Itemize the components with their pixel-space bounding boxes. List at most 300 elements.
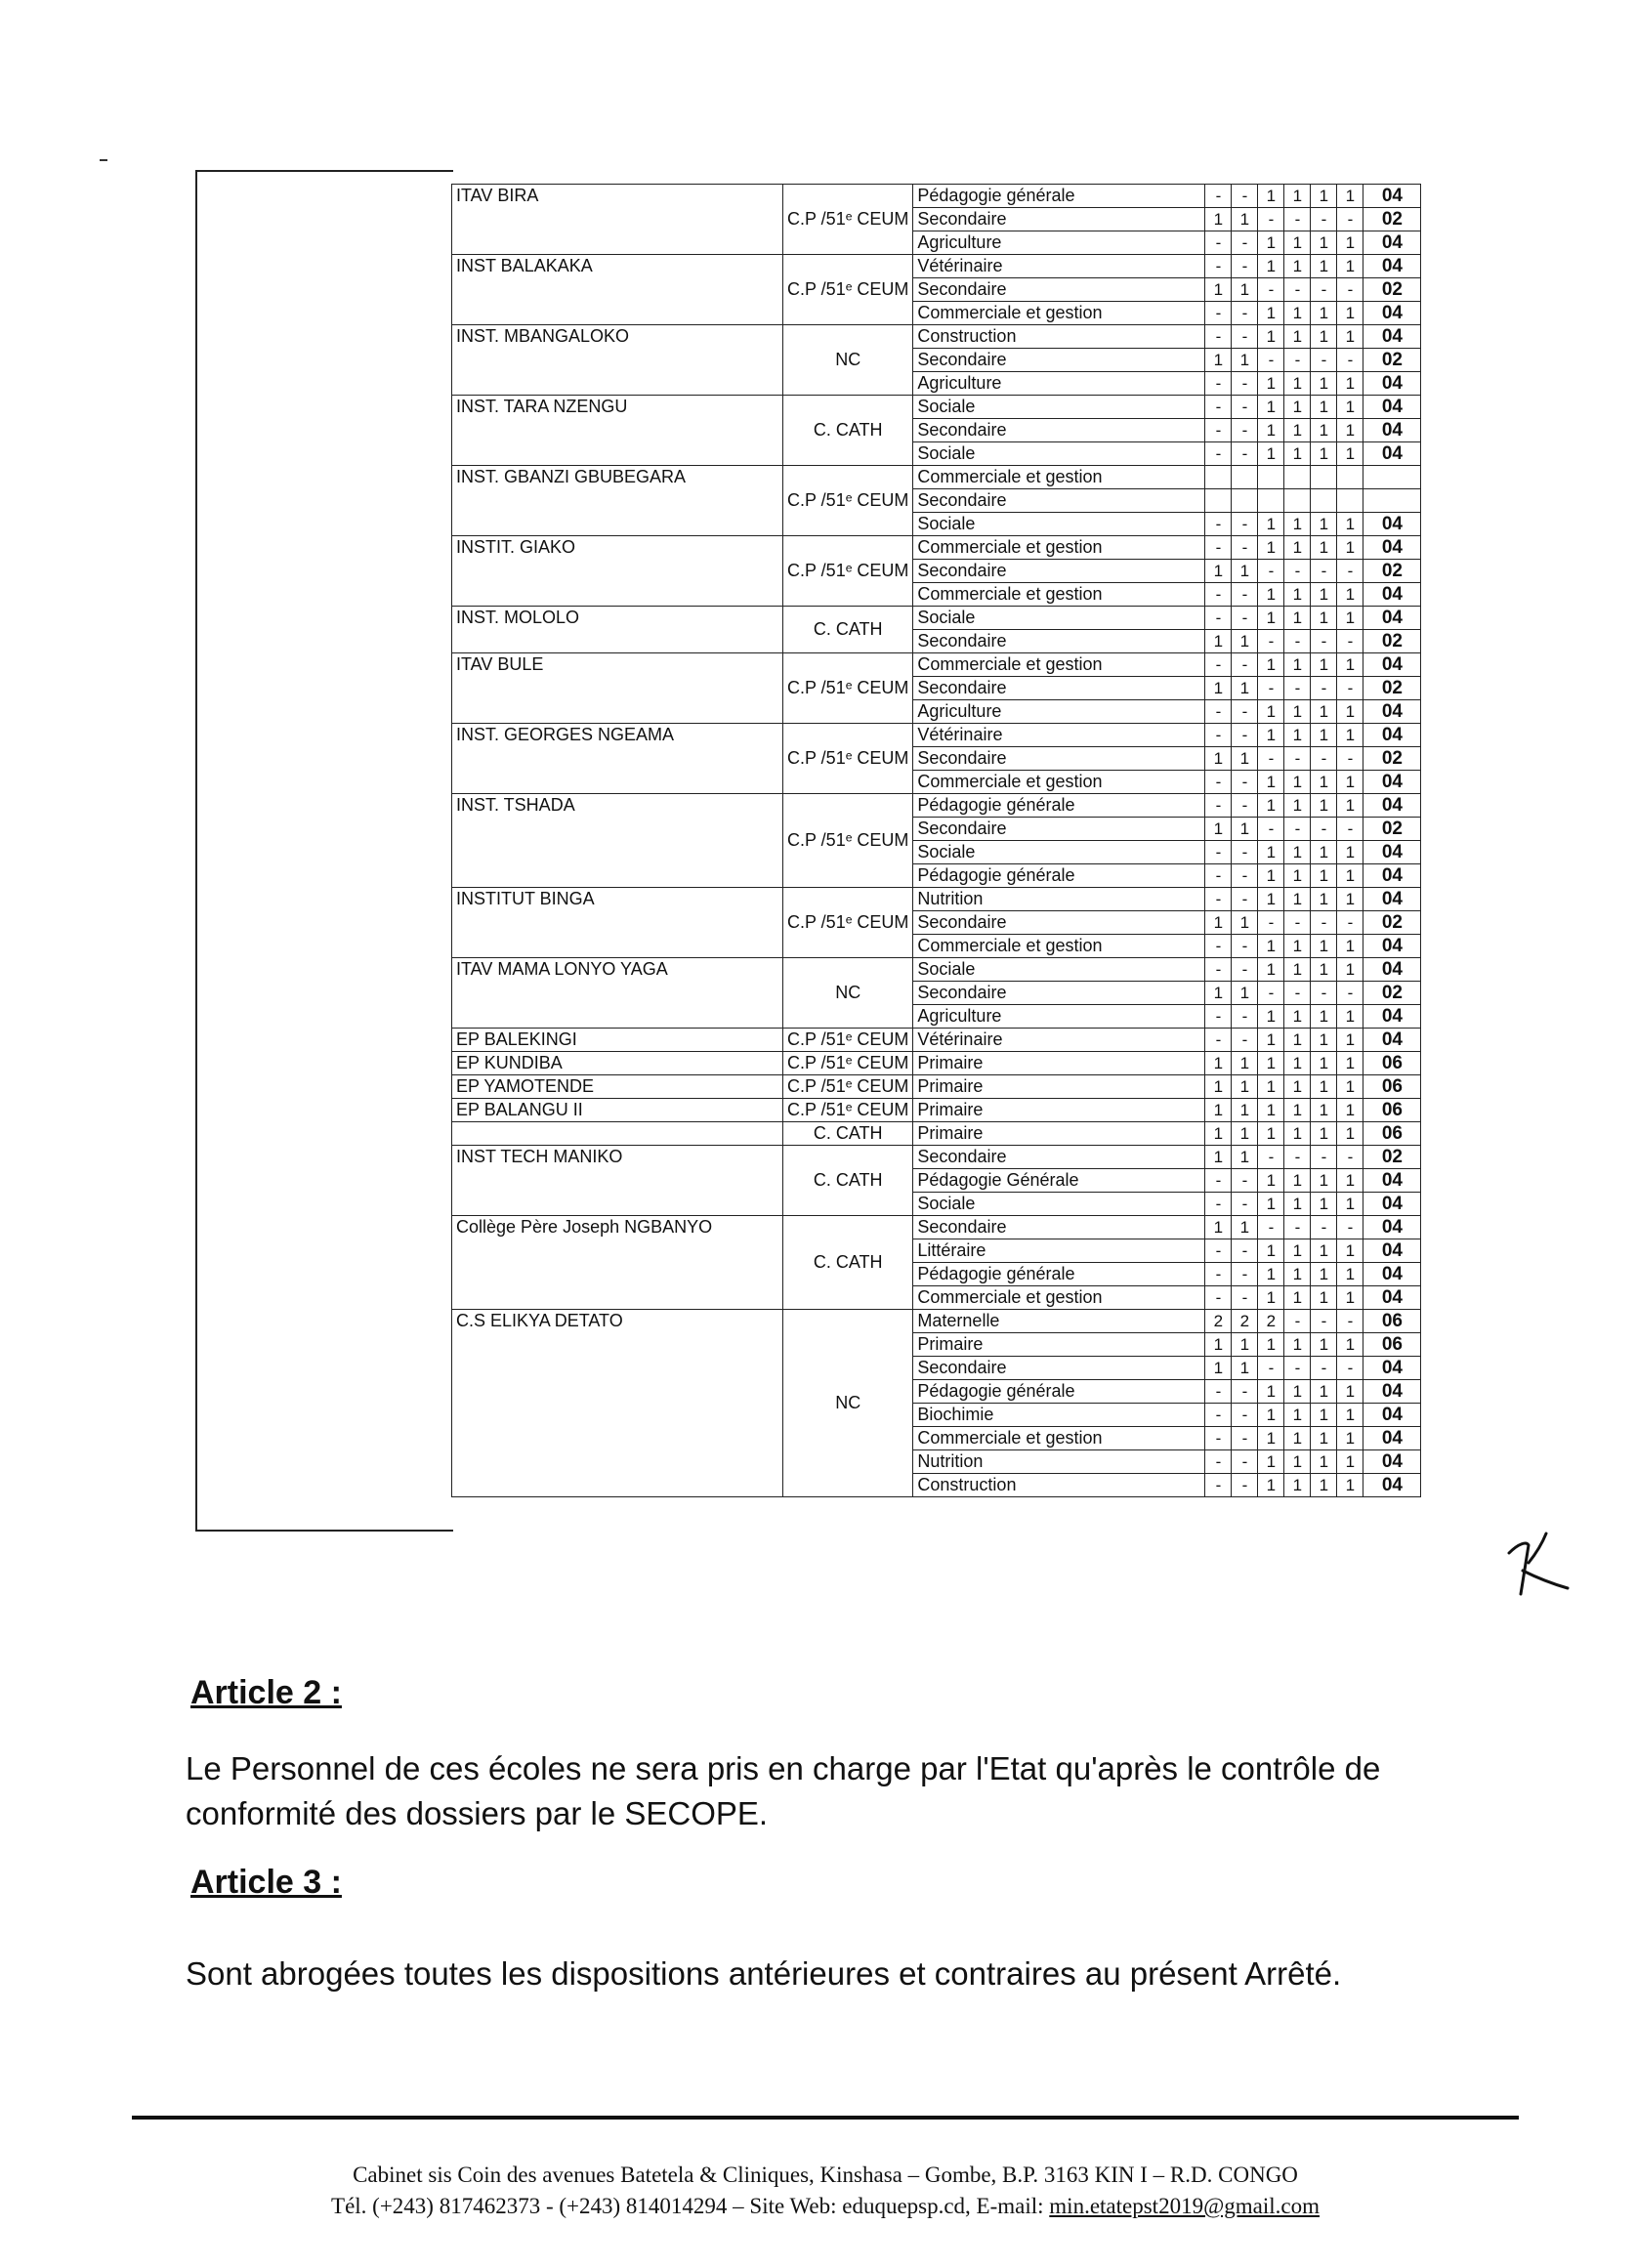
class-count-cell: - xyxy=(1205,1169,1232,1193)
class-count-cell: 1 xyxy=(1205,747,1232,771)
class-count-cell: 1 xyxy=(1258,185,1284,208)
class-count-cell: 1 xyxy=(1337,1052,1363,1075)
class-count-cell: - xyxy=(1258,1146,1284,1169)
class-count-cell: 1 xyxy=(1205,349,1232,372)
class-count-cell: - xyxy=(1284,560,1311,583)
class-count-cell: 1 xyxy=(1258,536,1284,560)
class-count-cell: 1 xyxy=(1311,1450,1337,1474)
class-count-cell: - xyxy=(1232,1404,1258,1427)
total-cell: 02 xyxy=(1363,677,1421,700)
class-count-cell: - xyxy=(1205,958,1232,982)
class-count-cell: - xyxy=(1205,700,1232,724)
option-name: Primaire xyxy=(913,1052,1205,1075)
total-cell: 02 xyxy=(1363,630,1421,653)
class-count-cell: 1 xyxy=(1337,1005,1363,1029)
school-name: EP BALANGU II xyxy=(452,1099,783,1122)
table-row xyxy=(452,1216,1421,1239)
class-count-cell: 1 xyxy=(1232,208,1258,231)
total-cell: 04 xyxy=(1363,1474,1421,1497)
class-count-cell: 1 xyxy=(1311,700,1337,724)
total-cell: 04 xyxy=(1363,864,1421,888)
class-count-cell: 1 xyxy=(1258,700,1284,724)
class-count-cell: 1 xyxy=(1311,1474,1337,1497)
class-count-cell: 1 xyxy=(1337,864,1363,888)
option-name: Sociale xyxy=(913,841,1205,864)
class-count-cell: 1 xyxy=(1337,1239,1363,1263)
class-count-cell: - xyxy=(1205,771,1232,794)
class-count-cell: - xyxy=(1205,1427,1232,1450)
class-count-cell: 1 xyxy=(1311,958,1337,982)
class-count-cell: - xyxy=(1337,982,1363,1005)
class-count-cell: 1 xyxy=(1311,1286,1337,1310)
class-count-cell: 1 xyxy=(1311,1404,1337,1427)
class-count-cell: 1 xyxy=(1284,724,1311,747)
total-cell: 02 xyxy=(1363,349,1421,372)
option-name: Commerciale et gestion xyxy=(913,771,1205,794)
class-count-cell: 1 xyxy=(1284,1193,1311,1216)
class-count-cell: - xyxy=(1284,1216,1311,1239)
table-row xyxy=(452,466,1421,489)
total-cell: 04 xyxy=(1363,583,1421,607)
total-cell: 04 xyxy=(1363,1357,1421,1380)
class-count-cell: - xyxy=(1258,1357,1284,1380)
class-count-cell: - xyxy=(1284,1357,1311,1380)
class-count-cell: 1 xyxy=(1205,278,1232,302)
class-count-cell: - xyxy=(1205,724,1232,747)
class-count-cell: 1 xyxy=(1258,653,1284,677)
total-cell: 02 xyxy=(1363,747,1421,771)
class-count-cell: - xyxy=(1205,1286,1232,1310)
class-count-cell: 1 xyxy=(1232,1099,1258,1122)
class-count-cell: 1 xyxy=(1205,982,1232,1005)
total-cell: 04 xyxy=(1363,1450,1421,1474)
total-cell: 04 xyxy=(1363,1286,1421,1310)
article-3-text: Sont abrogées toutes les dispositions antérieures et contraires au présent Arrêté. xyxy=(186,1955,1342,1992)
class-count-cell: 1 xyxy=(1284,1029,1311,1052)
option-name: Pédagogie générale xyxy=(913,185,1205,208)
table-row xyxy=(452,888,1421,911)
class-count-cell: - xyxy=(1311,677,1337,700)
class-count-cell: - xyxy=(1232,771,1258,794)
class-count-cell: - xyxy=(1232,1286,1258,1310)
total-cell: 06 xyxy=(1363,1310,1421,1333)
class-count-cell: 1 xyxy=(1284,1450,1311,1474)
class-count-cell: - xyxy=(1205,513,1232,536)
school-status: C.P /51ᵉ CEUM xyxy=(783,255,913,325)
class-count-cell: 1 xyxy=(1284,1474,1311,1497)
class-count-cell: 1 xyxy=(1337,935,1363,958)
class-count-cell: - xyxy=(1232,1005,1258,1029)
class-count-cell: 1 xyxy=(1258,1029,1284,1052)
class-count-cell: 1 xyxy=(1284,958,1311,982)
class-count-cell: - xyxy=(1284,278,1311,302)
class-count-cell: 1 xyxy=(1337,1333,1363,1357)
class-count-cell: - xyxy=(1258,630,1284,653)
class-count-cell: 1 xyxy=(1337,1193,1363,1216)
total-cell: 04 xyxy=(1363,841,1421,864)
scan-mark xyxy=(100,159,107,161)
class-count-cell: 1 xyxy=(1311,231,1337,255)
class-count-cell: 1 xyxy=(1337,700,1363,724)
class-count-cell: - xyxy=(1258,208,1284,231)
class-count-cell: - xyxy=(1232,1193,1258,1216)
class-count-cell: - xyxy=(1337,1216,1363,1239)
class-count-cell: 1 xyxy=(1284,771,1311,794)
option-name: Sociale xyxy=(913,1193,1205,1216)
school-name: EP BALEKINGI xyxy=(452,1029,783,1052)
option-name: Primaire xyxy=(913,1075,1205,1099)
school-status: C.P /51ᵉ CEUM xyxy=(783,1029,913,1052)
class-count-cell: 1 xyxy=(1284,1075,1311,1099)
class-count-cell: 1 xyxy=(1311,513,1337,536)
class-count-cell xyxy=(1232,489,1258,513)
class-count-cell: 1 xyxy=(1258,325,1284,349)
class-count-cell: 1 xyxy=(1337,1075,1363,1099)
class-count-cell: 1 xyxy=(1232,560,1258,583)
class-count-cell: 1 xyxy=(1311,1333,1337,1357)
class-count-cell: - xyxy=(1337,1146,1363,1169)
class-count-cell: - xyxy=(1232,231,1258,255)
class-count-cell: 1 xyxy=(1232,747,1258,771)
class-count-cell: 1 xyxy=(1258,583,1284,607)
class-count-cell: 1 xyxy=(1337,325,1363,349)
class-count-cell: 1 xyxy=(1284,888,1311,911)
table-row xyxy=(452,1310,1421,1333)
class-count-cell: - xyxy=(1284,818,1311,841)
class-count-cell: - xyxy=(1205,396,1232,419)
class-count-cell: - xyxy=(1232,536,1258,560)
class-count-cell: 1 xyxy=(1258,864,1284,888)
school-status: NC xyxy=(783,325,913,396)
class-count-cell: - xyxy=(1232,583,1258,607)
class-count-cell: 1 xyxy=(1337,1404,1363,1427)
class-count-cell: 1 xyxy=(1284,185,1311,208)
class-count-cell: - xyxy=(1284,747,1311,771)
class-count-cell: - xyxy=(1205,607,1232,630)
class-count-cell: 1 xyxy=(1311,419,1337,442)
class-count-cell: - xyxy=(1284,1146,1311,1169)
class-count-cell: - xyxy=(1205,372,1232,396)
option-name: Secondaire xyxy=(913,208,1205,231)
option-name: Secondaire xyxy=(913,278,1205,302)
total-cell: 04 xyxy=(1363,536,1421,560)
total-cell xyxy=(1363,466,1421,489)
total-cell xyxy=(1363,489,1421,513)
class-count-cell: - xyxy=(1337,630,1363,653)
footer-email-link[interactable]: min.etatepst2019@gmail.com xyxy=(1049,2194,1320,2218)
option-name: Pédagogie générale xyxy=(913,1380,1205,1404)
option-name: Vétérinaire xyxy=(913,1029,1205,1052)
class-count-cell: 2 xyxy=(1205,1310,1232,1333)
class-count-cell: - xyxy=(1205,841,1232,864)
class-count-cell: 1 xyxy=(1337,1263,1363,1286)
school-name: EP YAMOTENDE xyxy=(452,1075,783,1099)
class-count-cell: 1 xyxy=(1337,1029,1363,1052)
class-count-cell: 1 xyxy=(1337,1122,1363,1146)
school-name: ITAV BIRA xyxy=(452,185,783,255)
total-cell: 06 xyxy=(1363,1052,1421,1075)
class-count-cell: - xyxy=(1232,185,1258,208)
option-name: Commerciale et gestion xyxy=(913,653,1205,677)
option-name: Nutrition xyxy=(913,888,1205,911)
total-cell: 02 xyxy=(1363,278,1421,302)
option-name: Primaire xyxy=(913,1333,1205,1357)
class-count-cell: - xyxy=(1232,1239,1258,1263)
class-count-cell: 1 xyxy=(1337,396,1363,419)
total-cell: 04 xyxy=(1363,607,1421,630)
option-name: Commerciale et gestion xyxy=(913,583,1205,607)
school-status: C. CATH xyxy=(783,1216,913,1310)
total-cell: 04 xyxy=(1363,1427,1421,1450)
class-count-cell: 1 xyxy=(1337,583,1363,607)
class-count-cell: - xyxy=(1205,1029,1232,1052)
class-count-cell: - xyxy=(1232,396,1258,419)
school-status: C.P /51ᵉ CEUM xyxy=(783,1052,913,1075)
option-name: Secondaire xyxy=(913,630,1205,653)
class-count-cell: - xyxy=(1337,1310,1363,1333)
class-count-cell: 1 xyxy=(1258,302,1284,325)
total-cell: 02 xyxy=(1363,1146,1421,1169)
class-count-cell: - xyxy=(1337,560,1363,583)
class-count-cell: - xyxy=(1284,677,1311,700)
option-name: Pédagogie générale xyxy=(913,794,1205,818)
option-name: Commerciale et gestion xyxy=(913,1427,1205,1450)
option-name: Sociale xyxy=(913,513,1205,536)
class-count-cell: 1 xyxy=(1205,1357,1232,1380)
class-count-cell: 1 xyxy=(1284,1333,1311,1357)
total-cell: 06 xyxy=(1363,1099,1421,1122)
class-count-cell: 1 xyxy=(1284,1263,1311,1286)
class-count-cell: 1 xyxy=(1258,396,1284,419)
class-count-cell: 1 xyxy=(1284,1099,1311,1122)
school-name: INST. TARA NZENGU xyxy=(452,396,783,466)
class-count-cell: 1 xyxy=(1337,185,1363,208)
class-count-cell: - xyxy=(1205,1450,1232,1474)
class-count-cell: - xyxy=(1258,349,1284,372)
total-cell: 04 xyxy=(1363,1193,1421,1216)
class-count-cell: 1 xyxy=(1258,888,1284,911)
class-count-cell: 1 xyxy=(1232,630,1258,653)
class-count-cell: 1 xyxy=(1258,1474,1284,1497)
table-row xyxy=(452,653,1421,677)
class-count-cell: 1 xyxy=(1258,724,1284,747)
class-count-cell: 1 xyxy=(1284,255,1311,278)
class-count-cell: - xyxy=(1205,1380,1232,1404)
class-count-cell: 1 xyxy=(1311,1193,1337,1216)
class-count-cell: - xyxy=(1232,255,1258,278)
option-name: Secondaire xyxy=(913,1357,1205,1380)
class-count-cell: 1 xyxy=(1337,536,1363,560)
class-count-cell: - xyxy=(1205,794,1232,818)
class-count-cell: 1 xyxy=(1258,513,1284,536)
class-count-cell: - xyxy=(1284,911,1311,935)
class-count-cell: - xyxy=(1205,583,1232,607)
option-name: Construction xyxy=(913,325,1205,349)
class-count-cell: 1 xyxy=(1284,583,1311,607)
table-row xyxy=(452,1075,1421,1099)
total-cell: 02 xyxy=(1363,982,1421,1005)
class-count-cell: - xyxy=(1258,818,1284,841)
class-count-cell: - xyxy=(1284,208,1311,231)
class-count-cell: - xyxy=(1232,935,1258,958)
class-count-cell: 1 xyxy=(1205,560,1232,583)
option-name: Biochimie xyxy=(913,1404,1205,1427)
class-count-cell: 1 xyxy=(1311,1263,1337,1286)
class-count-cell: 1 xyxy=(1311,1427,1337,1450)
class-count-cell: 1 xyxy=(1232,677,1258,700)
option-name: Maternelle xyxy=(913,1310,1205,1333)
class-count-cell: - xyxy=(1284,630,1311,653)
class-count-cell xyxy=(1311,466,1337,489)
class-count-cell: - xyxy=(1311,1357,1337,1380)
class-count-cell xyxy=(1337,489,1363,513)
table-row xyxy=(452,958,1421,982)
class-count-cell: 1 xyxy=(1311,724,1337,747)
footer-contact xyxy=(132,2194,1519,2219)
class-count-cell: 1 xyxy=(1205,630,1232,653)
class-count-cell: 1 xyxy=(1258,794,1284,818)
class-count-cell: 1 xyxy=(1258,1193,1284,1216)
class-count-cell: - xyxy=(1337,349,1363,372)
class-count-cell: - xyxy=(1205,935,1232,958)
class-count-cell: 1 xyxy=(1311,1169,1337,1193)
table-row xyxy=(452,794,1421,818)
class-count-cell: 1 xyxy=(1284,1239,1311,1263)
total-cell: 06 xyxy=(1363,1122,1421,1146)
class-count-cell: - xyxy=(1337,1357,1363,1380)
class-count-cell: 1 xyxy=(1337,1474,1363,1497)
school-name: EP KUNDIBA xyxy=(452,1052,783,1075)
class-count-cell: 1 xyxy=(1284,325,1311,349)
class-count-cell: - xyxy=(1337,208,1363,231)
class-count-cell: 1 xyxy=(1311,771,1337,794)
table-row xyxy=(452,1122,1421,1146)
class-count-cell: 1 xyxy=(1258,231,1284,255)
table-row xyxy=(452,255,1421,278)
class-count-cell: 1 xyxy=(1284,841,1311,864)
class-count-cell: 1 xyxy=(1258,1052,1284,1075)
class-count-cell: - xyxy=(1205,1005,1232,1029)
option-name: Pédagogie Générale xyxy=(913,1169,1205,1193)
class-count-cell: - xyxy=(1311,1146,1337,1169)
class-count-cell: - xyxy=(1311,1310,1337,1333)
class-count-cell: 1 xyxy=(1311,1005,1337,1029)
class-count-cell: - xyxy=(1232,888,1258,911)
article-2-text: Le Personnel de ces écoles ne sera pris en charge par l'Etat qu'après le contrôle de conformité des dossiers par le SECOPE. xyxy=(186,1750,1381,1831)
class-count-cell: 1 xyxy=(1258,255,1284,278)
class-count-cell: - xyxy=(1232,1450,1258,1474)
table-row xyxy=(452,1029,1421,1052)
option-name: Commerciale et gestion xyxy=(913,935,1205,958)
class-count-cell: 1 xyxy=(1337,771,1363,794)
class-count-cell: 1 xyxy=(1258,1099,1284,1122)
class-count-cell: 1 xyxy=(1311,255,1337,278)
class-count-cell: 2 xyxy=(1258,1310,1284,1333)
class-count-cell: 1 xyxy=(1311,1380,1337,1404)
total-cell: 04 xyxy=(1363,1216,1421,1239)
class-count-cell: 1 xyxy=(1205,1146,1232,1169)
class-count-cell: - xyxy=(1205,536,1232,560)
class-count-cell: - xyxy=(1232,419,1258,442)
class-count-cell: - xyxy=(1311,278,1337,302)
class-count-cell: - xyxy=(1258,677,1284,700)
class-count-cell: - xyxy=(1205,255,1232,278)
class-count-cell: - xyxy=(1284,1310,1311,1333)
total-cell: 04 xyxy=(1363,325,1421,349)
class-count-cell: 1 xyxy=(1258,372,1284,396)
class-count-cell: 1 xyxy=(1311,1122,1337,1146)
class-count-cell: - xyxy=(1232,1029,1258,1052)
class-count-cell: 1 xyxy=(1258,1450,1284,1474)
class-count-cell: 1 xyxy=(1232,911,1258,935)
class-count-cell: - xyxy=(1232,794,1258,818)
class-count-cell: - xyxy=(1232,1169,1258,1193)
class-count-cell: 1 xyxy=(1311,653,1337,677)
class-count-cell: - xyxy=(1337,747,1363,771)
table-row xyxy=(452,325,1421,349)
class-count-cell: 1 xyxy=(1311,1029,1337,1052)
class-count-cell: 1 xyxy=(1284,1169,1311,1193)
class-count-cell: 1 xyxy=(1284,1122,1311,1146)
class-count-cell: - xyxy=(1337,278,1363,302)
class-count-cell: 1 xyxy=(1337,1099,1363,1122)
class-count-cell: - xyxy=(1205,888,1232,911)
class-count-cell xyxy=(1258,466,1284,489)
class-count-cell: 1 xyxy=(1205,677,1232,700)
class-count-cell: - xyxy=(1205,185,1232,208)
school-name: C.S ELIKYA DETATO xyxy=(452,1310,783,1497)
class-count-cell: 1 xyxy=(1311,583,1337,607)
total-cell: 04 xyxy=(1363,396,1421,419)
class-count-cell: 1 xyxy=(1284,419,1311,442)
school-status: C.P /51ᵉ CEUM xyxy=(783,888,913,958)
class-count-cell: - xyxy=(1232,325,1258,349)
class-count-cell: - xyxy=(1311,208,1337,231)
class-count-cell: 1 xyxy=(1258,958,1284,982)
option-name: Sociale xyxy=(913,607,1205,630)
class-count-cell: - xyxy=(1284,982,1311,1005)
class-count-cell: 1 xyxy=(1205,208,1232,231)
class-count-cell: 1 xyxy=(1311,607,1337,630)
class-count-cell: - xyxy=(1337,677,1363,700)
total-cell: 04 xyxy=(1363,888,1421,911)
total-cell: 04 xyxy=(1363,724,1421,747)
class-count-cell: - xyxy=(1232,1263,1258,1286)
total-cell: 04 xyxy=(1363,1263,1421,1286)
class-count-cell xyxy=(1337,466,1363,489)
school-name: Collège Père Joseph NGBANYO xyxy=(452,1216,783,1310)
school-status: C.P /51ᵉ CEUM xyxy=(783,1075,913,1099)
class-count-cell: - xyxy=(1258,747,1284,771)
total-cell: 06 xyxy=(1363,1075,1421,1099)
class-count-cell: 2 xyxy=(1232,1310,1258,1333)
option-name: Commerciale et gestion xyxy=(913,1286,1205,1310)
option-name: Secondaire xyxy=(913,560,1205,583)
class-count-cell: 1 xyxy=(1232,1357,1258,1380)
class-count-cell: 1 xyxy=(1311,372,1337,396)
class-count-cell: - xyxy=(1311,349,1337,372)
school-name: INST BALAKAKA xyxy=(452,255,783,325)
class-count-cell: 1 xyxy=(1258,1380,1284,1404)
class-count-cell xyxy=(1232,466,1258,489)
class-count-cell: 1 xyxy=(1311,536,1337,560)
class-count-cell: - xyxy=(1337,911,1363,935)
option-name: Secondaire xyxy=(913,419,1205,442)
class-count-cell: 1 xyxy=(1232,982,1258,1005)
class-count-cell: 1 xyxy=(1311,1239,1337,1263)
option-name: Vétérinaire xyxy=(913,255,1205,278)
class-count-cell: - xyxy=(1205,1474,1232,1497)
